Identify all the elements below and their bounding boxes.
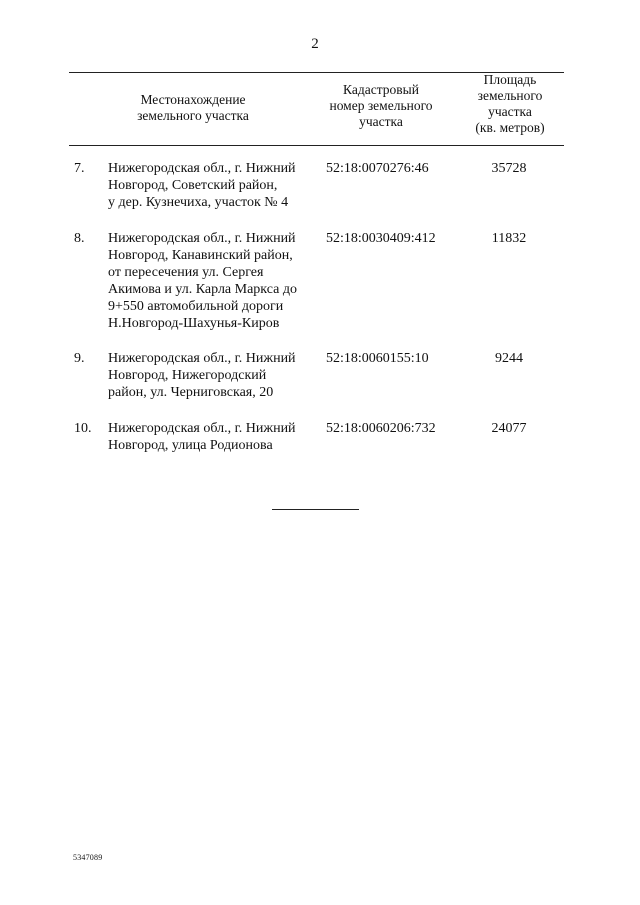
row-location xyxy=(108,420,318,454)
row-number: 9. xyxy=(74,351,85,366)
row-location-line: от пересечения ул. Сергея xyxy=(108,265,264,280)
row-location-line: у дер. Кузнечиха, участок № 4 xyxy=(108,195,289,210)
header-cadastral-line: номер земельного xyxy=(329,98,433,113)
row-cadastral-number: 52:18:0030409:412 xyxy=(326,231,436,246)
header-cadastral-line: Кадастровый xyxy=(343,82,419,97)
row-area: 24077 xyxy=(491,421,527,436)
row-location-line: Нижегородская обл., г. Нижний xyxy=(108,161,296,176)
table-header-bottom-rule xyxy=(69,145,564,146)
header-area-line: Площадь xyxy=(483,72,537,87)
row-number: 8. xyxy=(74,231,85,246)
row-location-line: Новгород, Нижегородский xyxy=(108,368,267,383)
end-of-document-rule xyxy=(272,509,359,510)
row-location-line: Новгород, улица Родионова xyxy=(108,438,273,453)
header-location-line: Местонахождение xyxy=(140,92,246,107)
row-location xyxy=(108,160,318,211)
header-cadastral xyxy=(312,82,450,130)
header-area-line: (кв. метров) xyxy=(475,120,545,135)
row-location xyxy=(108,350,318,401)
header-area-line: участка xyxy=(488,104,532,119)
row-location-line: Н.Новгород-Шахунья-Киров xyxy=(108,316,280,331)
row-cadastral-number: 52:18:0060155:10 xyxy=(326,351,429,366)
document-code: 5347089 xyxy=(73,853,103,862)
row-location-line: 9+550 автомобильной дороги xyxy=(108,299,284,314)
row-location-line: Новгород, Канавинский район, xyxy=(108,248,293,263)
header-area xyxy=(460,72,560,136)
row-location-line: Акимова и ул. Карла Маркса до xyxy=(108,282,297,297)
row-location-line: Нижегородская обл., г. Нижний xyxy=(108,231,296,246)
row-location-line: Нижегородская обл., г. Нижний xyxy=(108,421,296,436)
row-location-line: район, ул. Черниговская, 20 xyxy=(108,385,274,400)
row-location-line: Нижегородская обл., г. Нижний xyxy=(108,351,296,366)
row-cadastral-number: 52:18:0060206:732 xyxy=(326,421,436,436)
row-number: 7. xyxy=(74,161,85,176)
header-location xyxy=(110,92,276,124)
header-area-line: земельного xyxy=(477,88,543,103)
row-area: 35728 xyxy=(491,161,527,176)
row-area: 9244 xyxy=(495,351,523,366)
page-number: 2 xyxy=(311,36,319,52)
header-cadastral-line: участка xyxy=(359,114,403,129)
header-location-line: земельного участка xyxy=(137,108,249,123)
row-number: 10. xyxy=(74,421,92,436)
row-cadastral-number: 52:18:0070276:46 xyxy=(326,161,429,176)
row-area: 11832 xyxy=(491,231,527,246)
row-location xyxy=(108,230,318,332)
row-location-line: Новгород, Советский район, xyxy=(108,178,278,193)
